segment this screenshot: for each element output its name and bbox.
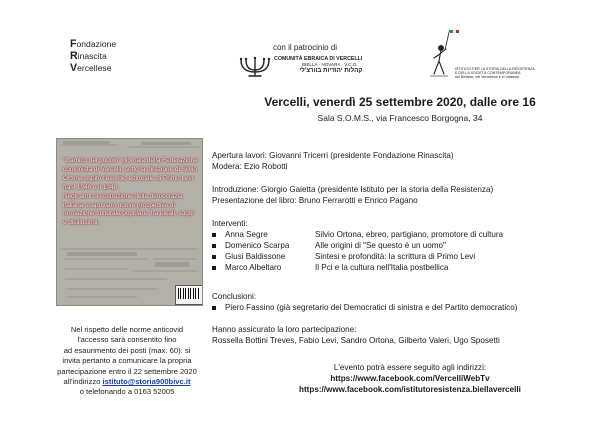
institute-line: ISTITUTO PER LA STORIA DELLA RESISTENZA xyxy=(455,67,535,71)
attendance-names: Rossella Bottini Treves, Fabio Levi, Sandro Ortona, Gilberto Valeri, Ugo Sposetti xyxy=(212,336,500,345)
institute-line: E DELLA SOCIETÀ CONTEMPORANEA xyxy=(455,71,521,76)
anticovid-notice xyxy=(22,325,232,398)
institute-name xyxy=(455,67,535,79)
foundation-initial: V xyxy=(70,62,78,75)
foundation-word: ondazione xyxy=(76,39,117,49)
foundation-word: inascita xyxy=(77,51,107,62)
event-venue: Sala S.O.M.S., via Francesco Borgogna, 34 xyxy=(317,113,483,123)
speaker-name: Giusi Baldissone xyxy=(225,252,286,261)
opening-line: Apertura lavori: Giovanni Tricerri (presidente Fondazione Rinascita) xyxy=(212,151,454,160)
speaker-name: Domenico Scarpa xyxy=(225,241,290,250)
foundation-logo xyxy=(70,38,116,75)
conclusions-heading: Conclusioni: xyxy=(212,292,257,301)
speaker-name: Marco Albeltaro xyxy=(225,263,282,272)
community-subtitle: BIELLA · NOVARA · V.C.O. xyxy=(302,62,358,68)
foundation-initial: F xyxy=(70,38,77,50)
notice-line: l'accesso sarà consentito fino xyxy=(77,335,177,345)
presentation-line: Presentazione del libro: Bruno Ferrarotti e Enrico Pagano xyxy=(212,196,418,205)
streaming-url-link[interactable]: https://www.facebook.com/istitutoresistenza.biellavercelli xyxy=(299,384,521,394)
event-date: Vercelli, venerdì 25 settembre 2020, dalle ore 16 xyxy=(264,95,536,109)
moderator-line: Modera: Ezio Robotti xyxy=(212,162,288,171)
streaming-intro: L'evento potrà essere seguito agli indirizzi: xyxy=(333,363,487,372)
bullet-icon xyxy=(212,266,216,270)
notice-line: ad esaurimento dei posti (max. 60): si xyxy=(63,345,191,355)
cover-blurb-paragraph: "L'amico del popolo" giornale della Federazione comunista di Vercelli, sotto la direzione di Silvio Ortona ospitò l'esordio editoriale di Primo Levi fra il 1946 e il 1948. xyxy=(63,157,198,191)
cover-blurb xyxy=(63,157,199,228)
foundation-word: ercellese xyxy=(77,63,112,74)
notice-line: partecipazione entro il 22 settembre 2020 xyxy=(57,366,197,376)
talk-topic: Il Pci e la cultura nell'Italia postbellica xyxy=(315,263,449,272)
community-hebrew-name: קהלות יהודיות בוורצ'לי xyxy=(299,66,363,74)
attendance-heading: Hanno assicurato la loro partecipazione: xyxy=(212,325,357,334)
streaming-url-link[interactable]: https://www.facebook.com/VercelliWebTv xyxy=(330,373,490,383)
barcode-icon xyxy=(175,285,203,305)
notice-line: o telefonando a 0163 52005 xyxy=(79,387,175,397)
bullet-icon xyxy=(212,233,216,237)
contact-email-link[interactable]: istituto@storia900bivc.it xyxy=(102,377,191,387)
bullet-icon xyxy=(212,255,216,259)
bullet-icon xyxy=(212,244,216,248)
speaker-name: Anna Segre xyxy=(225,230,268,239)
talk-topic: Silvio Ortona, ebreo, partigiano, promotore di cultura xyxy=(315,230,504,239)
talk-topic: Sintesi e profondità: la scrittura di Primo Levi xyxy=(315,252,476,261)
book-cover xyxy=(56,138,203,306)
community-name-block xyxy=(274,57,362,73)
foundation-initial: R xyxy=(70,50,78,63)
bullet-icon xyxy=(212,306,216,310)
streaming-info xyxy=(232,363,588,395)
notice-line: invita pertanto a comunicare la propria xyxy=(62,356,192,366)
introduction-line: Introduzione: Giorgio Gaietta (presidente Istituto per la storia della Resistenza) xyxy=(212,185,494,194)
conclusions-speaker: Piero Fassino (già segretario dei Democratici di sinistra e del Partito democratico) xyxy=(225,303,518,312)
notice-line: all'indirizzo xyxy=(63,377,103,387)
patronage-label: con il patrocinio di xyxy=(272,43,338,52)
cover-blurb-paragraph: Negli anni di costruzione della democrazia italiana si aprivano nuove prospettive di formazione culturale popolare, tra ideali, sogni e disillusioni. xyxy=(63,192,194,227)
talks-heading: Interventi: xyxy=(212,219,248,228)
institute-line: nel Biellese, nel Vercellese e in Valsesia xyxy=(455,75,519,80)
notice-line: Nel rispetto delle norme anticovid xyxy=(70,325,184,334)
talk-topic: Alle origini di "Se questo è un uomo" xyxy=(315,241,446,250)
community-name: COMUNITÀ EBRAICA DI VERCELLI xyxy=(274,56,363,62)
